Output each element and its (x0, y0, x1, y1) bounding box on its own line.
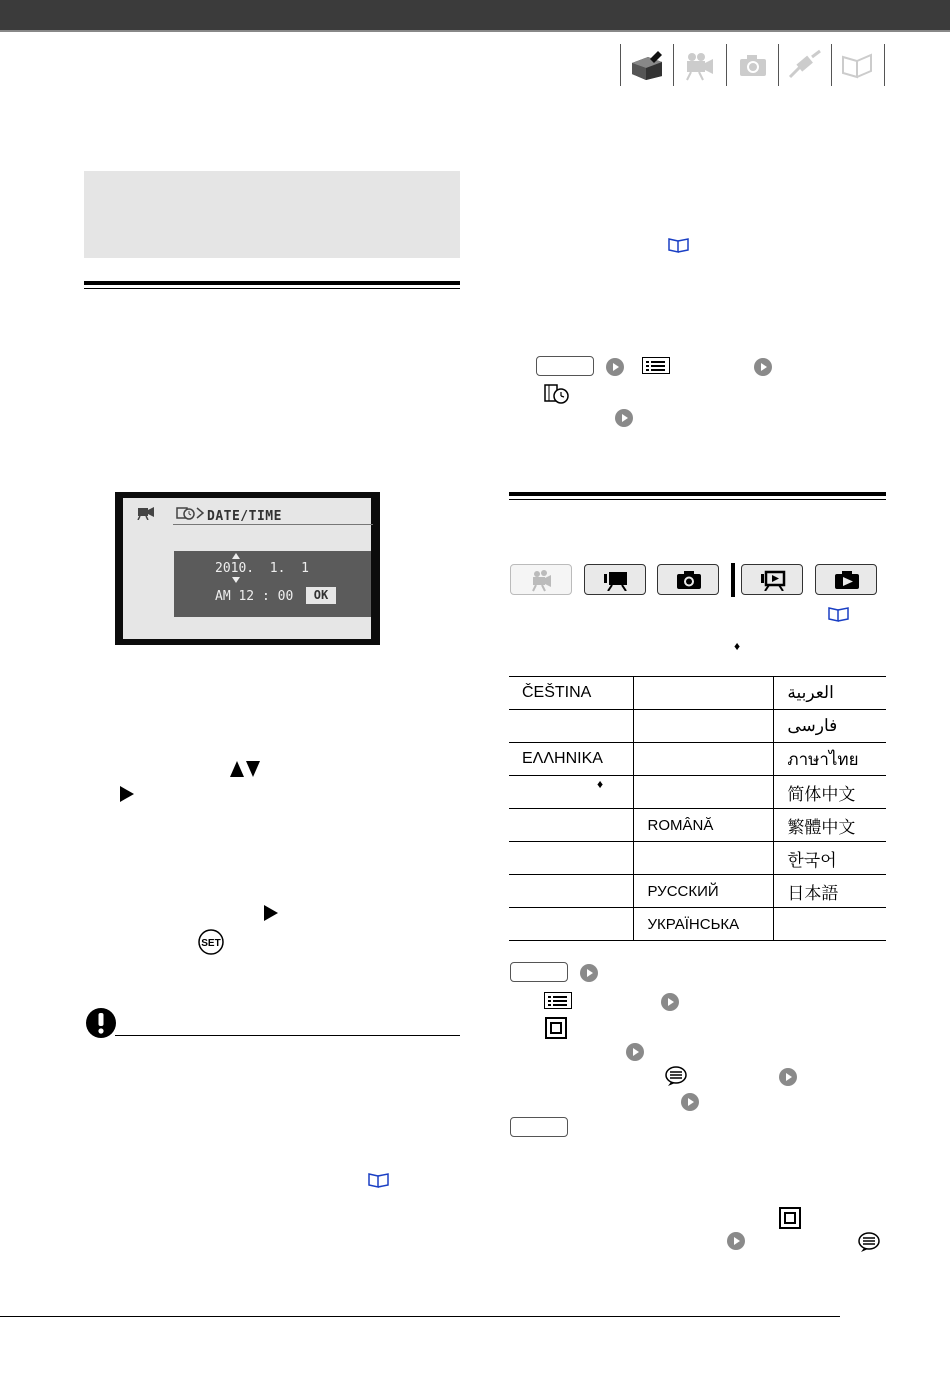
section-rule-thin (84, 288, 460, 289)
table-row (509, 809, 886, 842)
movie-camera-icon (602, 569, 630, 591)
right-arrow-icon (263, 904, 279, 922)
tab-additional-info[interactable] (831, 44, 885, 86)
up-arrow-icon (232, 553, 240, 559)
language-section-rule-thin (509, 499, 886, 500)
right-arrow-icon (119, 785, 135, 803)
lcd-title-underline (173, 524, 373, 525)
language-cell: ČEŠTINA (509, 677, 634, 710)
diamond-marker-icon: ♦ (597, 777, 604, 791)
lcd-ok-button: OK (306, 587, 336, 604)
lcd-time-value: AM 12 : 00 (215, 589, 294, 604)
language-cell: ภาษาไทย (774, 743, 886, 776)
language-cell (509, 776, 634, 809)
table-row (509, 776, 886, 809)
func-button[interactable] (536, 356, 594, 376)
movie-record-mode-button (584, 564, 646, 595)
display-setup-icon (778, 1206, 804, 1230)
important-icon (85, 1007, 117, 1039)
menu-list-icon (544, 992, 572, 1009)
cable-icon (786, 49, 824, 81)
lcd-title: DATE/TIME (207, 509, 282, 524)
table-row (509, 875, 886, 908)
language-icon (664, 1065, 690, 1087)
next-arrow-icon (661, 993, 679, 1011)
table-row (509, 710, 886, 743)
language-cell (509, 809, 634, 842)
mode-divider (731, 563, 735, 597)
lcd-date-value: 2010. 1. 1 (215, 561, 309, 576)
table-row (509, 908, 886, 941)
menu-list-icon (642, 357, 670, 374)
auto-mode-button (510, 564, 572, 595)
language-cell (509, 842, 634, 875)
language-table (509, 676, 886, 941)
language-cell: فارسی (774, 710, 886, 743)
display-setup-icon (544, 1016, 570, 1040)
tab-photos[interactable] (726, 44, 779, 86)
next-arrow-icon (580, 964, 598, 982)
movie-mode-icon (137, 506, 157, 520)
photo-camera-icon (734, 49, 772, 81)
language-cell (774, 908, 886, 941)
language-cell (509, 875, 634, 908)
func-button[interactable] (510, 962, 568, 982)
language-cell: 한국어 (774, 842, 886, 875)
svg-text:SET: SET (201, 938, 221, 949)
page-reference-icon[interactable] (668, 237, 690, 253)
next-arrow-icon (754, 358, 772, 376)
next-arrow-icon (727, 1232, 745, 1250)
language-cell (509, 908, 634, 941)
language-cell (634, 743, 774, 776)
next-arrow-icon (779, 1068, 797, 1086)
language-icon (857, 1231, 883, 1253)
section-rule (84, 281, 460, 285)
language-cell: ROMÂNĂ (634, 809, 774, 842)
tab-preparations[interactable] (620, 44, 673, 86)
photo-record-mode-button (657, 564, 719, 595)
language-cell: 日本語 (774, 875, 886, 908)
next-arrow-icon (615, 409, 633, 427)
language-cell (634, 710, 774, 743)
toolbox-icon (628, 49, 666, 81)
movie-camera-icon (681, 49, 719, 81)
photo-playback-icon (833, 569, 861, 591)
top-bar (0, 0, 950, 30)
page-reference-icon[interactable] (828, 606, 850, 622)
set-button-icon (197, 928, 225, 956)
language-cell (509, 710, 634, 743)
lcd-date-time-panel (174, 551, 371, 617)
tab-external-connections[interactable] (778, 44, 831, 86)
next-arrow-icon (681, 1093, 699, 1111)
language-cell: 繁體中文 (774, 809, 886, 842)
table-row (509, 677, 886, 710)
language-section-rule (509, 492, 886, 496)
language-cell (634, 677, 774, 710)
language-cell: РУССКИЙ (634, 875, 774, 908)
diamond-marker-icon: ♦ (734, 639, 741, 653)
section-title-box (84, 171, 460, 258)
photo-camera-icon (675, 569, 703, 591)
important-rule (115, 1035, 460, 1036)
table-row (509, 842, 886, 875)
language-cell: ΕΛΛΗΝΙΚΑ (509, 743, 634, 776)
lcd-screen (123, 498, 371, 639)
photo-playback-mode-button (815, 564, 877, 595)
lcd-screenshot (115, 492, 380, 645)
tab-video[interactable] (673, 44, 726, 86)
table-row (509, 743, 886, 776)
func-button[interactable] (510, 1117, 568, 1137)
language-cell: العربية (774, 677, 886, 710)
footer-rule (0, 1316, 840, 1317)
movie-playback-mode-button (741, 564, 803, 595)
next-arrow-icon (626, 1043, 644, 1061)
language-cell: УКРАЇНСЬКА (634, 908, 774, 941)
category-tabs (620, 44, 885, 86)
page-reference-icon[interactable] (368, 1172, 390, 1188)
up-down-arrows-icon (229, 760, 261, 778)
language-cell (634, 776, 774, 809)
language-cell (634, 842, 774, 875)
book-icon (839, 49, 877, 81)
date-time-settings-icon (175, 505, 205, 521)
next-arrow-icon (606, 358, 624, 376)
movie-playback-icon (759, 569, 787, 591)
auto-camera-icon (529, 568, 555, 592)
top-bar-line (0, 30, 950, 32)
language-cell: 简体中文 (774, 776, 886, 809)
down-arrow-icon (232, 577, 240, 583)
date-time-settings-icon (543, 383, 573, 405)
